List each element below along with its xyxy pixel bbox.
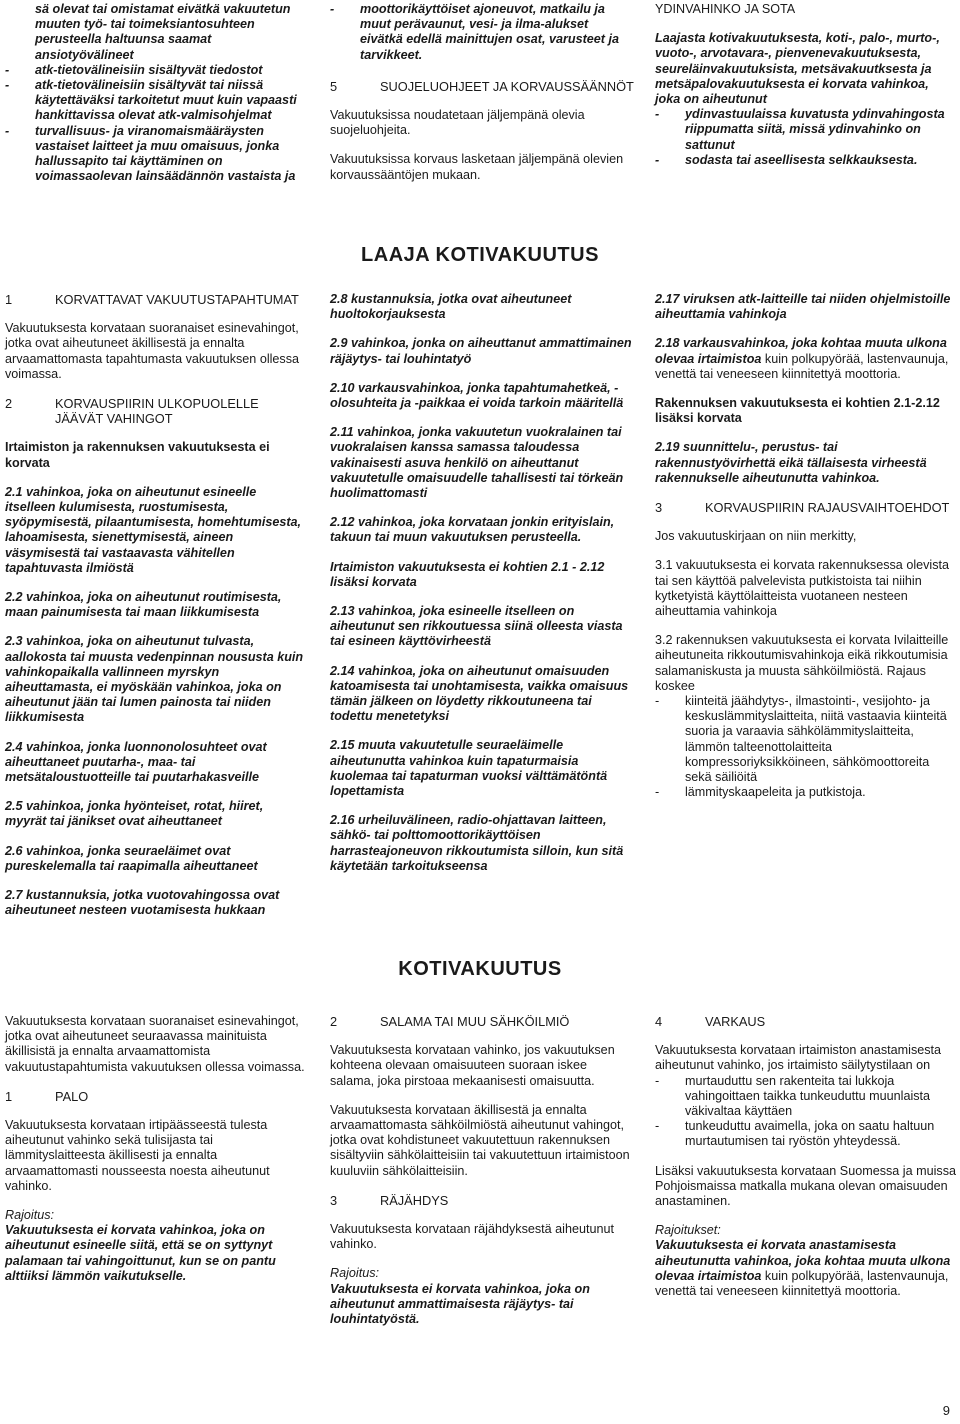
subheading: Irtaimiston ja rakennuksen vakuutuksesta ei korvata (5, 440, 270, 470)
list-item: 2.19 suunnittelu-, perustus- tai rakennustyövirhettä eikä tällaisesta virheestä rakennukselle aiheutunutta vahinkoa. (655, 440, 927, 485)
paragraph: Vakuutuksesta korvataan äkillisestä ja ennalta arvaamattomasta sähköilmiöstä aiheutunut vahingot, jotka ovat kohdistuneet vakuutettuun rakennuksen sisältyviin sähkölaitteisiin tai vakuutettuun irtaimistoon kuuluviin sähkölaitteisiin. (330, 1102, 630, 1178)
section-heading: 1 KORVATTAVAT VAKUUTUSTAPAHTUMAT (5, 292, 299, 307)
list-item: - lämmityskaapeleita ja putkistoja. (655, 785, 866, 800)
section-title-laaja: LAAJA KOTIVAKUUTUS (361, 244, 599, 266)
section-heading: 1 PALO (5, 1088, 89, 1104)
subheading: Rakennuksen vakuutuksesta ei kohtien 2.1-2.12 lisäksi korvata (655, 396, 940, 426)
list-item: 2.2 vahinkoa, joka on aiheutunut routimisesta, maan painumisesta tai maan liikkumisesta (5, 590, 282, 620)
section-heading: 4 VARKAUS (655, 1014, 766, 1029)
koti-column-1 (5, 1014, 305, 1298)
list-item: 2.11 vahinkoa, jonka vakuutetun vuokralainen tai vuokralaisen kanssa samassa taloudessa vakinaisesti asuva henkilö on aiheuttanut vakuutetulle omaisuudelle tahallisesti tai törkeän huolimattomasti (330, 425, 624, 501)
list-item: 2.8 kustannuksia, jotka ovat aiheutuneet huoltokorjauksesta (330, 292, 572, 322)
section-heading: 2 SALAMA TAI MUU SÄHKÖILMIÖ (330, 1014, 570, 1029)
section-heading: 3 RÄJÄHDYS (330, 1192, 449, 1208)
list-item: - atk-tietovälineisiin sisältyvät tiedostot (5, 62, 263, 77)
list-item: 2.4 vahinkoa, jonka luonnonolosuhteet ovat aiheuttaneet puutarha-, maa- tai metsätaloustuotteille tai puutarhakasveille (5, 739, 267, 785)
list-item: 2.1 vahinkoa, joka on aiheutunut esineelle itselleen kulumisesta, ruostumisesta, syöpymisestä, pilaantumisesta, homehtumisesta, lahoamisesta, sienettymisestä, aineen väsymisestä tai vastaavasta vähitellen tapahtuvasta ilmiöstä (5, 484, 302, 575)
restriction-text: Vakuutuksesta ei korvata anastamisesta aiheutunutta vahinkoa, joka kohtaa muuta ulkona olevaa irtaimistoa kuin polkupyörää, lastenvaunuja, venettä tai veneeseen kiinnitettyä moottoria. (655, 1238, 951, 1299)
list-item: 2.13 vahinkoa, joka esineelle itselleen on aiheutunut sen rikkoutuessa siinä olleesta viasta tai esineen käyttövirheestä (330, 604, 623, 649)
paragraph: 3.1 vakuutuksesta ei korvata rakennuksessa olevista tai sen käyttöä palvelevista putkistoista tai niihin kytketyistä käyttölaitteista vuotaneen nesteen aiheuttamia vahinkoja (655, 558, 950, 619)
paragraph: Vakuutuksesta korvataan suoranaiset esinevahingot, jotka ovat aiheutuneet äkillisestä ja ennalta arvaamattomasta tapahtumasta vakuutuksen ollessa voimassa. (5, 321, 300, 381)
page-number: 9 (942, 1403, 950, 1418)
paragraph: Vakuutuksissa korvaus lasketaan jäljempänä olevien korvaussääntöjen mukaan. (330, 152, 624, 182)
list-item: 2.14 vahinkoa, joka on aiheutunut omaisuuden katoamisesta tai unohtamisesta, vaikka omaisuus tämän jälkeen on löydetty rikkoutuneena tai todettu menetetyksi (330, 663, 629, 724)
list-item: 2.6 vahinkoa, jonka seuraeläimet ovat pureskelemalla tai raapimalla aiheuttaneet (5, 843, 258, 873)
paragraph: Laajasta kotivakuutuksesta, koti-, palo-, murto-, vuoto-, arvotavara-, pienvenevakuutuksesta, seureläinvakuutuksista, metsävakuutksesta ja metsäpalovakuutuksesta ei korvata vahinkoa, joka on aiheutunut (655, 31, 940, 107)
list-item: 2.15 muuta vakuutetulle seuraeläimelle aiheutunutta vahinkoa kuin tapaturmaisia kuolemaa tai tapaturman vuoksi välttämätöntä lopettamista (330, 738, 608, 799)
restriction-label: Rajoitus: (330, 1266, 379, 1281)
section-heading: YDINVAHINKO JA SOTA (655, 2, 796, 16)
koti-column-3 (655, 1014, 957, 1313)
paragraph: 3.2 rakennuksen vakuutuksesta ei korvata Ivilaitteille aiheutuneita rikkoutumisvahinkoja eikä rikkoutumisia salamaniskusta ja muusta sähköilmiöstä. Rajaus koskee (655, 633, 949, 693)
paragraph: Vakuutuksesta korvataan vahinko, jos vakuutuksen kohteena olevaan omaisuuteen suoraan iskee salama, joka pirstoaa mekaanisesti omaisuutta. (330, 1043, 615, 1088)
restriction-label: Rajoitukset: (655, 1223, 721, 1238)
laaja-column-1 (5, 292, 305, 933)
list-item: - atk-tietovälineisiin sisältyvät tai niissä käytettäväksi tarkoitetut muut kuin vapaasti hankittavissa olevat atk-valmisohjelmat (5, 78, 297, 123)
list-item: 2.12 vahinkoa, joka korvataan jonkin erityislain, takuun tai muun vakuutuksen perusteella. (330, 515, 615, 545)
list-item: - moottorikäyttöiset ajoneuvot, matkailu ja muut perävaunut, vesi- ja ilma-alukset eivätkä edellä mainittujen osat, varusteet ja tarvikkeet. (330, 2, 619, 62)
restriction-text: Vakuutuksesta ei korvata vahinkoa, joka on aiheutunut esineelle siitä, että se on syttynyt palamaan tai vahingoittunut, kun se on pantu alttiiksi lämmön vaikutukselle. (5, 1223, 276, 1283)
section-heading: 2 KORVAUSPIIRIN ULKOPUOLELLE JÄÄVÄT VAHINGOT (5, 396, 259, 427)
koti-column-2 (330, 1014, 634, 1341)
laaja-column-3 (655, 292, 957, 800)
list-item: - ydinvastuulaissa kuvatusta ydinvahingosta riippumatta siitä, missä ydinvahinko on sattunut (655, 107, 945, 152)
list-item: 2.17 viruksen atk-laitteille tai niiden ohjelmistoille aiheuttamia vahinkoja (655, 292, 951, 322)
list-item: - turvallisuus- ja viranomaismääräysten vastaiset laitteet ja muu omaisuus, jonka hallussapito tai käyttäminen on voimassaolevan lainsäädännön vastaista ja (5, 123, 296, 184)
top-column-1 (5, 2, 305, 184)
paragraph: Vakuutuksesta korvataan irtipäässeestä tulesta aiheutunut vahinko sekä tulisijasta tai lämmityslaitteesta äkillisesti ja ennalta arvaamattomasti nousseesta noesta aiheutunut vahinko. (5, 1118, 270, 1193)
list-item: - tunkeuduttu avaimella, joka on saatu haltuun murtautumisen tai ryöstön yhteydessä. (655, 1119, 935, 1149)
list-item: 2.18 varkausvahinkoa, joka kohtaa muuta ulkona olevaa irtaimistoa kuin polkupyörää, lastenvaunuja, venettä tai veneeseen kiinnitettyä moottoria. (655, 336, 949, 381)
restriction-text: Vakuutuksesta ei korvata vahinkoa, joka on aiheutunut ammattimaisesta räjäytys- tai louhintatyöstä. (330, 1281, 590, 1327)
list-item: - sodasta tai aseellisesta selkkauksesta. (655, 152, 918, 167)
paragraph: Vakuutuksesta korvataan irtaimiston anastamisesta aiheutunut vahinko, jos irtaimisto säilytystilaan on (655, 1043, 942, 1073)
list-item: 2.3 vahinkoa, joka on aiheutunut tulvasta, aallokosta tai muusta vedenpinnan noususta kuin vahinkopaikalla vallinneen myrskyn aiheuttamasta, ei myöskään vahinkoa, joka on aiheutunut jään tai lumen painosta tai niiden liikkumisesta (5, 634, 304, 725)
paragraph: Lisäksi vakuutuksesta korvataan Suomessa ja muissa Pohjoismaissa matkalla mukana olevan omaisuuden anastaminen. (655, 1163, 956, 1209)
paragraph: Vakuutuksissa noudatetaan jäljempänä olevia suojeluohjeita. (330, 108, 585, 138)
paragraph: Vakuutuksesta korvataan räjähdyksestä aiheutunut vahinko. (330, 1222, 615, 1252)
section-title-koti: KOTIVAKUUTUS (398, 958, 562, 980)
section-heading: 5 SUOJELUOHJEET JA KORVAUSSÄÄNNÖT (330, 78, 634, 94)
paragraph: Vakuutuksesta korvataan suoranaiset esinevahingot, jotka ovat aiheutuneet seuraavassa mainituista äkillisistä ja ennalta arvaamattomista vakuutustapahtumista vakuutuksen ollessa voimassa. (5, 1014, 305, 1074)
top-column-2 (330, 2, 634, 197)
restriction-label: Rajoitus: (5, 1208, 54, 1223)
list-item: 2.10 varkausvahinkoa, jonka tapahtumahetkeä, -olosuhteita ja -paikkaa ei voida tarkoin määritellä (330, 380, 624, 411)
laaja-column-2 (330, 292, 634, 888)
top-column-3 (655, 2, 957, 168)
list-item: - kiinteitä jäähdytys-, ilmastointi-, vesijohto- ja keskuslämmityslaitteita, niitä vastaavia kiinteitä suoria ja varaavia sähkölämmityslaitteita, lämmön talteenottolaitteita kompressoriyksikköineen, sähkömoottoreita sekä säiliöitä (655, 694, 947, 785)
list-item: 2.7 kustannuksia, jotka vuotovahingossa ovat aiheutuneet nesteen vuotamisesta hukkaan (5, 888, 280, 918)
section-heading: 3 KORVAUSPIIRIN RAJAUSVAIHTOEHDOT (655, 500, 950, 516)
list-item: 2.9 vahinkoa, jonka on aiheuttanut ammattimainen räjäytys- tai louhintatyö (330, 336, 632, 366)
list-item: 2.5 vahinkoa, jonka hyönteiset, rotat, hiiret, myyrät tai jänikset ovat aiheuttaneet (5, 799, 264, 829)
list-item: - murtauduttu sen rakenteita tai lukkoja vahingoittaen taikka tunkeuduttu muunlaista väkivaltaa käyttäen (655, 1073, 931, 1119)
list-item: 2.16 urheiluvälineen, radio-ohjattavan laitteen, sähkö- tai polttomoottorikäyttöisen harrasteajoneuvon rikkoutumista silloin, kun sitä käytetään tarkoitukseensa (330, 813, 624, 873)
paragraph: Jos vakuutuskirjaan on niin merkitty, (655, 529, 857, 544)
top-intro-text: sä olevat tai omistamat eivätkä vakuutetun muuten työ- tai toimeksiantosuhteen perusteella haltuunsa saamat ansiotyövälineet (35, 2, 291, 62)
subheading: Irtaimiston vakuutuksesta ei kohtien 2.1 - 2.12 lisäksi korvata (330, 559, 605, 589)
